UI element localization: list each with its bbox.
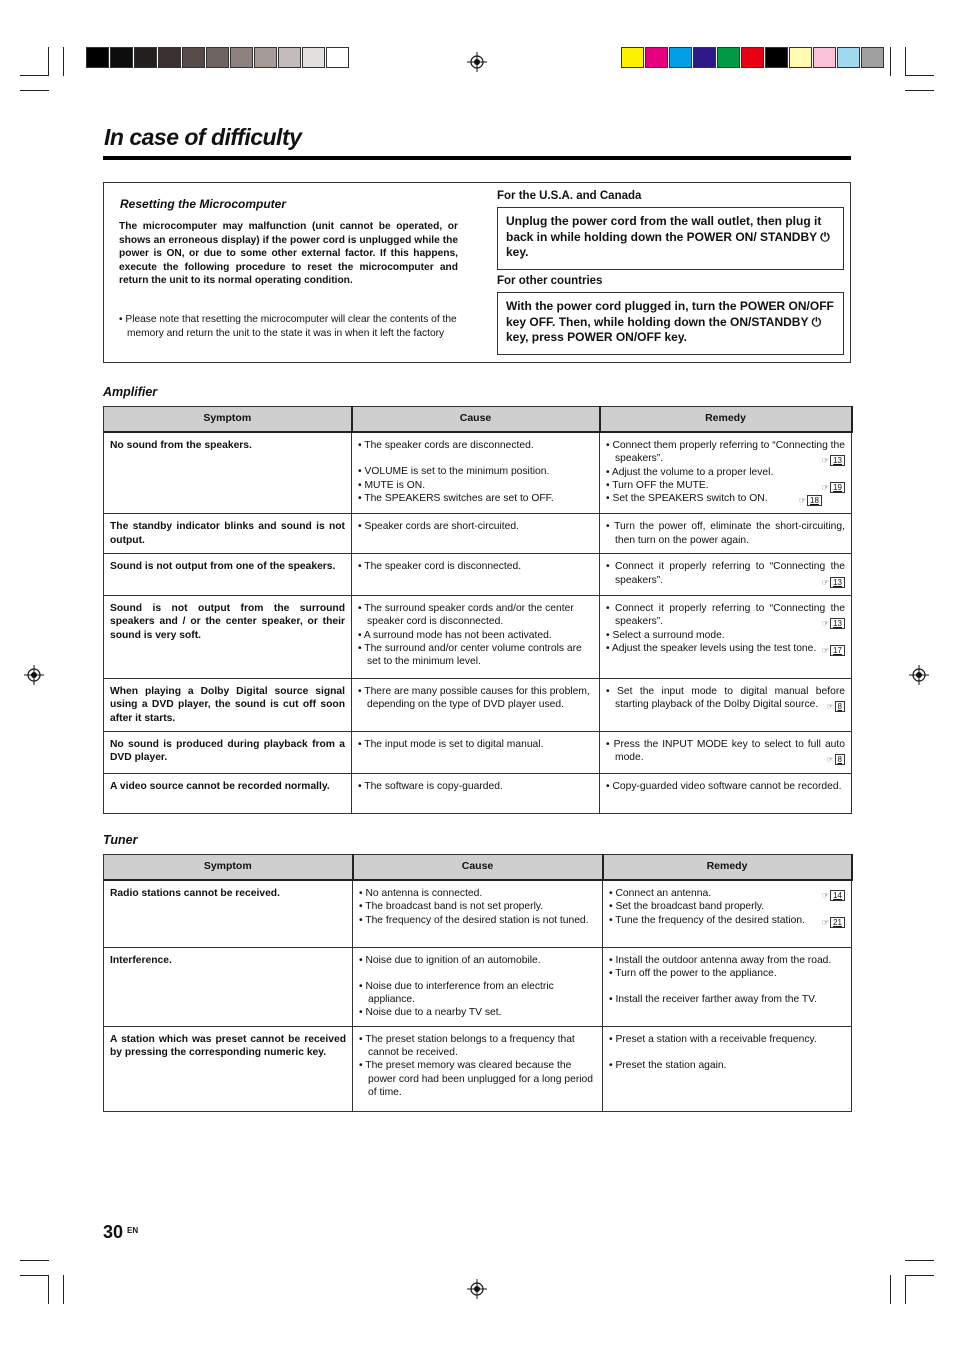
color-swatch [134, 47, 157, 68]
cause-item: • Noise due to a nearby TV set. [359, 1007, 502, 1019]
remedy-cell [600, 679, 852, 732]
reference-arrow-icon: ☞ [821, 645, 830, 655]
cause-item: • VOLUME is set to the minimum position. [358, 466, 550, 478]
remedy-cell [600, 732, 852, 774]
symptom-cell: Radio stations cannot be received. [104, 880, 353, 947]
reference-arrow-icon: ☞ [821, 917, 830, 927]
remedy-item [606, 629, 845, 642]
cause-cell [352, 773, 600, 813]
remedy-header: Remedy [603, 855, 852, 881]
remedy-text: • Connect them properly referring to “Connecting the speakers”. [606, 440, 845, 465]
cause-item: • The preset memory was cleared because the power cord had been unplugged for a long period of time. [359, 1060, 593, 1098]
remedy-item [609, 993, 845, 1006]
page-reference [822, 916, 845, 929]
color-swatch [837, 47, 860, 68]
cause-cell [352, 679, 600, 732]
reference-arrow-icon: ☞ [821, 577, 830, 587]
cause-item: • The input mode is set to digital manual. [358, 739, 544, 751]
reset-note: • Please note that resetting the microcomputer will clear the contents of the memory and return the unit to the state it was in when it left the factory [119, 314, 457, 339]
remedy-item [606, 492, 845, 505]
remedy-item [606, 602, 845, 629]
cause-item: • The SPEAKERS switches are set to OFF. [358, 492, 554, 504]
cause-header: Cause [352, 407, 600, 433]
amplifier-table [103, 406, 853, 814]
cause-item: • The preset station belongs to a frequency that cannot be received. [359, 1033, 575, 1058]
remedy-cell [603, 1026, 852, 1111]
reset-title: Resetting the Microcomputer [120, 197, 287, 211]
remedy-cell [600, 432, 852, 514]
remedy-text: • Turn the power off, eliminate the short-circuiting, then turn on the power again. [606, 521, 845, 546]
symptom-cell: No sound is produced during playback from a DVD player. [104, 732, 352, 774]
cause-item: • The broadcast band is not set properly. [359, 901, 544, 913]
cause-item: • The surround and/or center volume controls are set to the minimum level. [358, 642, 582, 668]
remedy-item [606, 738, 845, 765]
remedy-item [609, 1059, 845, 1072]
remedy-text: • Copy-guarded video software cannot be recorded. [606, 780, 842, 792]
remedy-text: • Preset the station again. [609, 1059, 727, 1071]
remedy-text: • Turn off the power to the appliance. [609, 967, 777, 979]
title-rule [103, 156, 851, 160]
registration-mark-bottom-icon [467, 1279, 487, 1299]
reset-intro: The microcomputer may malfunction (unit cannot be operated, or shows an erroneous display) if the power cord is unplugged while the power is ON, or due to some other external factor. If this happens, execute the following procedure to reset the microcomputer and return the unit to its normal operating condition. [119, 221, 458, 286]
registration-mark-right-icon [909, 665, 929, 685]
symptom-cell: Sound is not output from the surround speakers and / or the center speaker, or their sound is very soft. [104, 596, 352, 679]
reference-page-number: 13 [830, 577, 845, 588]
color-swatch [741, 47, 764, 68]
cause-item: • The speaker cord is disconnected. [358, 561, 522, 573]
reference-page-number: 19 [830, 482, 845, 493]
cause-item: • The software is copy-guarded. [358, 780, 503, 792]
reference-page-number: 13 [830, 618, 845, 629]
remedy-text: • Install the outdoor antenna away from the road. [609, 954, 832, 966]
color-swatch [861, 47, 884, 68]
table-row [104, 947, 852, 1026]
remedy-item [606, 520, 845, 547]
reference-page-number: 8 [835, 754, 845, 765]
cause-item: • There are many possible causes for this problem, depending on the type of DVD player used. [358, 686, 590, 711]
table-row [104, 732, 852, 774]
table-row [104, 514, 852, 554]
remedy-text: • Set the broadcast band properly. [609, 901, 765, 913]
symptom-cell: Sound is not output from one of the speakers. [104, 554, 352, 596]
remedy-text: • Select a surround mode. [606, 629, 725, 641]
reference-arrow-icon: ☞ [821, 456, 830, 466]
reference-page-number: 17 [830, 645, 845, 656]
remedy-text: • Adjust the speaker levels using the test tone. [606, 642, 817, 654]
remedy-cell [600, 773, 852, 813]
reference-page-number: 18 [807, 495, 822, 506]
cause-item: • Noise due to ignition of an automobile. [359, 954, 541, 966]
table-row [104, 880, 852, 947]
cause-cell [352, 554, 600, 596]
remedy-item [609, 914, 845, 927]
color-swatch [621, 47, 644, 68]
cause-cell [352, 432, 600, 514]
remedy-item [606, 560, 845, 587]
reference-arrow-icon: ☞ [821, 891, 830, 900]
cause-cell [352, 514, 600, 554]
remedy-item [609, 967, 845, 980]
color-swatch [278, 47, 301, 68]
reference-arrow-icon: ☞ [821, 619, 830, 629]
symptom-cell: Interference. [104, 947, 353, 1026]
color-swatch [110, 47, 133, 68]
cause-cell [352, 732, 600, 774]
remedy-item [609, 954, 845, 967]
registration-mark-top-icon [467, 52, 487, 72]
color-swatch [645, 47, 668, 68]
symptom-cell: The standby indicator blinks and sound is not output. [104, 514, 352, 554]
remedy-header: Remedy [600, 407, 852, 433]
reference-page-number: 14 [830, 890, 845, 901]
cause-cell [353, 880, 603, 947]
tuner-table [103, 854, 853, 1112]
color-swatch [765, 47, 788, 68]
cause-cell [353, 1026, 603, 1111]
remedy-text: • Connect it properly referring to “Connecting the speakers”. [606, 561, 845, 586]
remedy-text: • Connect an antenna. [609, 888, 712, 899]
symptom-cell: A station which was preset cannot be received by pressing the corresponding numeric key. [104, 1026, 353, 1111]
cause-item: • No antenna is connected. [359, 888, 483, 899]
color-swatch [717, 47, 740, 68]
symptom-header: Symptom [104, 407, 352, 433]
usa-canada-label: For the U.S.A. and Canada [497, 190, 642, 202]
remedy-cell [600, 514, 852, 554]
cause-item: • The speaker cords are disconnected. [358, 440, 534, 451]
remedy-item [606, 685, 845, 712]
color-swatch [86, 47, 109, 68]
remedy-item [606, 466, 845, 479]
table-row [104, 554, 852, 596]
page-reference [822, 454, 845, 467]
cause-header: Cause [353, 855, 603, 881]
tuner-heading: Tuner [103, 833, 138, 847]
reference-arrow-icon: ☞ [798, 496, 807, 506]
table-row [104, 1026, 852, 1111]
reference-arrow-icon: ☞ [826, 755, 834, 765]
color-swatch [254, 47, 277, 68]
symptom-cell: When playing a Dolby Digital source signal using a DVD player, the sound is cut off soon after it starts. [104, 679, 352, 732]
color-bar [621, 47, 885, 68]
page-language: EN [127, 1226, 139, 1235]
color-swatch [789, 47, 812, 68]
page-reference [822, 644, 845, 657]
cause-item: • The surround speaker cords and/or the center speaker cord is disconnected. [358, 603, 574, 628]
reference-page-number: 8 [835, 701, 845, 712]
reset-microcomputer-box [103, 182, 851, 363]
color-swatch [669, 47, 692, 68]
remedy-item [606, 439, 845, 466]
color-swatch [813, 47, 836, 68]
remedy-text: • Turn OFF the MUTE. [606, 479, 709, 491]
remedy-cell [603, 880, 852, 947]
other-countries-label: For other countries [497, 275, 603, 287]
cause-cell [352, 596, 600, 679]
reference-page-number: 13 [830, 455, 845, 466]
remedy-text: • Press the INPUT MODE key to select to full auto mode. [606, 739, 845, 764]
table-row [104, 596, 852, 679]
page-title: In case of difficulty [104, 124, 302, 150]
remedy-text: • Connect it properly referring to “Connecting the speakers”. [606, 603, 845, 628]
page-reference [822, 617, 845, 630]
cause-item: • A surround mode has not been activated. [358, 629, 552, 641]
symptom-cell: A video source cannot be recorded normally. [104, 773, 352, 813]
cause-item: • Noise due to interference from an electric appliance. [359, 980, 554, 1006]
color-swatch [182, 47, 205, 68]
remedy-item [609, 1033, 845, 1046]
remedy-text: • Preset a station with a receivable frequency. [609, 1033, 817, 1045]
page-reference [826, 753, 845, 766]
page-reference [822, 889, 845, 902]
registration-mark-left-icon [24, 665, 44, 685]
cause-item: • Speaker cords are short-circuited. [358, 521, 519, 533]
table-row [104, 679, 852, 732]
page-reference [822, 481, 845, 494]
remedy-item [606, 479, 845, 492]
table-row [104, 773, 852, 813]
cause-item: • The frequency of the desired station is not tuned. [359, 914, 589, 926]
remedy-text: • Set the input mode to digital manual before starting playback of the Dolby Digital source. [606, 686, 845, 711]
color-swatch [230, 47, 253, 68]
table-row [104, 432, 852, 514]
remedy-item [609, 887, 845, 900]
reference-arrow-icon: ☞ [826, 702, 834, 712]
remedy-cell [600, 596, 852, 679]
page-reference [822, 576, 845, 589]
color-swatch [302, 47, 325, 68]
grayscale-bar [86, 47, 350, 68]
color-swatch [693, 47, 716, 68]
cause-cell [353, 947, 603, 1026]
color-swatch [206, 47, 229, 68]
amplifier-heading: Amplifier [103, 385, 158, 399]
remedy-text: • Install the receiver farther away from the TV. [609, 994, 817, 1006]
page-reference [826, 700, 845, 713]
color-swatch [326, 47, 349, 68]
remedy-item [606, 642, 845, 655]
usa-canada-instructions: Unplug the power cord from the wall outlet, then plug it back in while holding down the POWER ON/ STANDBY ⏻ key. [497, 207, 844, 270]
reference-page-number: 21 [830, 917, 845, 928]
color-swatch [158, 47, 181, 68]
other-countries-instructions: With the power cord plugged in, turn the POWER ON/OFF key OFF. Then, while holding down the ON/STANDBY ⏻ key, press POWER ON/OFF key. [497, 292, 844, 355]
remedy-cell [603, 947, 852, 1026]
remedy-item [606, 780, 845, 793]
symptom-cell: No sound from the speakers. [104, 432, 352, 514]
remedy-cell [600, 554, 852, 596]
page-reference [799, 494, 822, 507]
symptom-header: Symptom [104, 855, 353, 881]
remedy-text: • Tune the frequency of the desired station. [609, 914, 805, 926]
page-number: 30 [103, 1222, 124, 1242]
reference-arrow-icon: ☞ [821, 482, 830, 492]
remedy-text: • Set the SPEAKERS switch to ON. [606, 493, 768, 505]
cause-item: • MUTE is ON. [358, 479, 426, 491]
remedy-text: • Adjust the volume to a proper level. [606, 466, 774, 478]
remedy-item [609, 900, 845, 913]
